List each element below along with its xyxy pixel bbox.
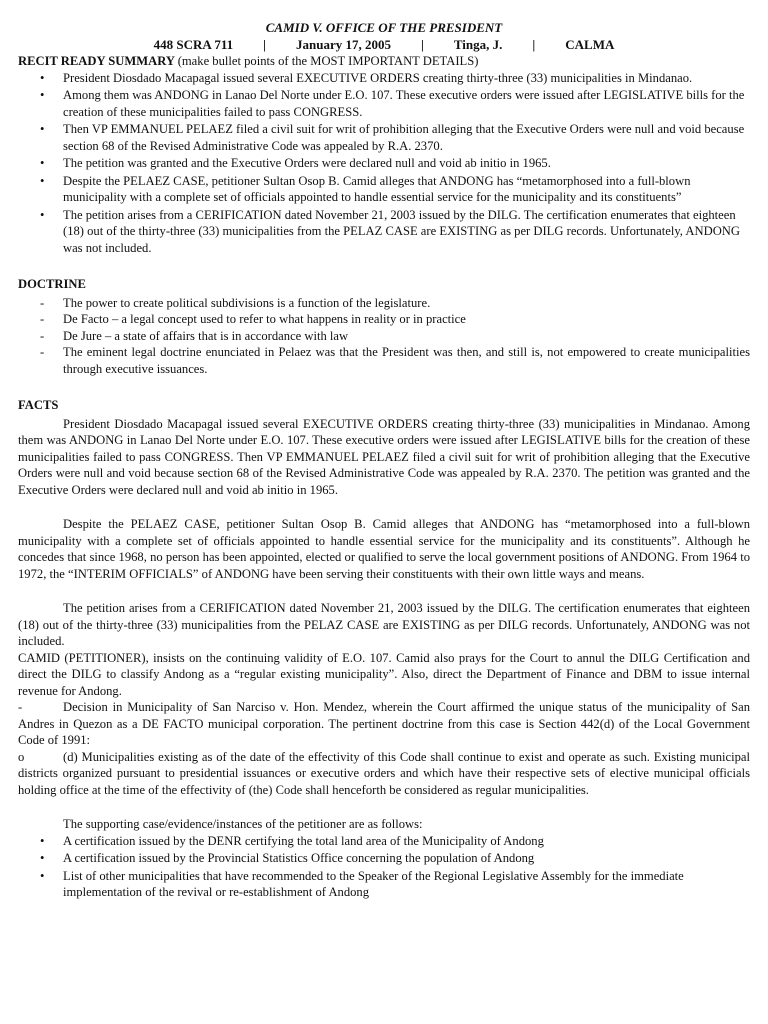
recit-heading-label: RECIT READY SUMMARY bbox=[18, 54, 175, 68]
list-item: - The power to create political subdivisions is a function of the legislature. bbox=[63, 295, 750, 312]
facts-paragraph: Despite the PELAEZ CASE, petitioner Sultan Osop B. Camid alleges that ANDONG has “metamorphosed into a full-blown municipality with a complete set of officials appointed to handle essential service for the municipality and its constituents”. Although he concedes that since 1968, no person has been appointed, elected or qualified to serve the local government positions of ANDONG. From 1964 to 1972, the “INTERIM OFFICIALS” of ANDONG have been serving their constituents with their own little ways and means. bbox=[18, 517, 750, 581]
separator: | bbox=[263, 37, 266, 52]
doctrine-heading: DOCTRINE bbox=[18, 277, 86, 291]
ponente: Tinga, J. bbox=[453, 37, 503, 52]
list-item: • The petition was granted and the Executive Orders were declared null and void ab initio in 1965. bbox=[63, 155, 750, 172]
sub-paragraph bbox=[18, 749, 750, 799]
list-item: • President Diosdado Macapagal issued several EXECUTIVE ORDERS creating thirty-three (33) municipalities in Mindanao. bbox=[63, 70, 750, 87]
list-item: • A certification issued by the DENR certifying the total land area of the Municipality of Andong bbox=[63, 833, 750, 850]
scra-citation: 448 SCRA 711 bbox=[153, 37, 234, 52]
circle-marker: o bbox=[18, 749, 25, 764]
support-list bbox=[18, 833, 750, 901]
recit-heading bbox=[18, 53, 750, 70]
doctrine-list bbox=[18, 295, 750, 378]
facts-paragraph: CAMID (PETITIONER), insists on the continuing validity of E.O. 107. Camid also prays for the Court to annul the DILG Certification and direct the DILG to classify Andong as a “regular existing municipality”. Also, direct the Department of Finance and DBM to issue internal revenue for Andong. bbox=[18, 650, 750, 698]
list-item: • Despite the PELAEZ CASE, petitioner Sultan Osop B. Camid alleges that ANDONG has “metamorphosed into a full-blown municipality with a complete set of officials appointed to handle essential service for the municipality and its constituents” bbox=[63, 173, 750, 206]
list-item: • List of other municipalities that have recommended to the Speaker of the Regional Legislative Assembly for the immediate implementation of the revival or re-establishment of Andong bbox=[63, 868, 750, 901]
list-item: • A certification issued by the Provincial Statistics Office concerning the population of Andong bbox=[63, 850, 750, 867]
spacer bbox=[18, 798, 750, 816]
list-item: • The petition arises from a CERIFICATION dated November 21, 2003 issued by the DILG. The certification enumerates that eighteen (18) out of the thirty-three (33) municipalities from the PELAZ CASE are EXISTING as per DILG records. Unfortunately, ANDONG was not included. bbox=[63, 207, 750, 257]
facts-paragraph: President Diosdado Macapagal issued several EXECUTIVE ORDERS creating thirty-three (33) municipalities in Mindanao. Among them was ANDONG in Lanao Del Norte under E.O. 107. These executive orders were issued after LEGISLATIVE bills for the creation of these municipalities failed to pass CONGRESS. Then VP EMMANUEL PELAEZ filed a civil suit for writ of prohibition alleging that the Executive Orders were null and void because section 68 of the Revised Administrative Code was appealed by R.A. 2370. The petition was granted and the Executive Orders were declared null and void ab initio in 1965. bbox=[18, 416, 750, 497]
list-item: - The eminent legal doctrine enunciated in Pelaez was that the President was then, and still is, not empowered to create municipalities through executive issuances. bbox=[63, 344, 750, 377]
dash-paragraph bbox=[18, 699, 750, 749]
decision-date: January 17, 2005 bbox=[295, 37, 391, 52]
sub-paragraph-text: (d) Municipalities existing as of the date of the effectivity of this Code shall continue to exist and operate as such. Existing municipal districts organized pursuant to presidential issuances or executive orders and which have their respective sets of elective municipal officials holding office at the time of the effectivity of (the) Code shall henceforth be considered as regular municipalities. bbox=[18, 749, 750, 797]
dash-paragraph-text: Decision in Municipality of San Narciso v. Hon. Mendez, wherein the Court affirmed the unique status of the municipality of San Andres in Quezon as a DE FACTO municipal corporation. The pertinent doctrine from this case is Section 442(d) of the Local Government Code of 1991: bbox=[18, 700, 750, 747]
separator: | bbox=[532, 37, 536, 52]
case-citation-row bbox=[18, 36, 750, 53]
case-title: CAMID V. OFFICE OF THE PRESIDENT bbox=[265, 20, 503, 35]
facts-paragraph: The petition arises from a CERIFICATION dated November 21, 2003 issued by the DILG. The certification enumerates that eighteen (18) out of the thirty-three (33) municipalities from the PELAZ CASE are EXISTING as per DILG records. Unfortunately, ANDONG was not included. bbox=[18, 601, 750, 648]
list-item: • Among them was ANDONG in Lanao Del Norte under E.O. 107. These executive orders were issued after LEGISLATIVE bills for the creation of these municipalities failed to pass CONGRESS. bbox=[63, 87, 750, 120]
digest-author: CALMA bbox=[565, 37, 615, 52]
spacer bbox=[18, 498, 750, 516]
dash-marker: - bbox=[18, 700, 23, 714]
spacer bbox=[18, 582, 750, 600]
recit-list bbox=[18, 70, 750, 257]
list-item: - De Jure – a state of affairs that is in accordance with law bbox=[63, 328, 750, 345]
facts-heading: FACTS bbox=[18, 398, 59, 412]
recit-heading-note: (make bullet points of the MOST IMPORTANT DETAILS) bbox=[177, 54, 479, 68]
separator: | bbox=[420, 37, 424, 52]
facts-paragraph: The supporting case/evidence/instances of the petitioner are as follows: bbox=[63, 817, 423, 831]
list-item: • Then VP EMMANUEL PELAEZ filed a civil suit for writ of prohibition alleging that the Executive Orders were null and void because section 68 of the Revised Administrative Code was appealed by R.A. 2370. bbox=[63, 121, 750, 154]
list-item: - De Facto – a legal concept used to refer to what happens in reality or in practice bbox=[63, 311, 750, 328]
